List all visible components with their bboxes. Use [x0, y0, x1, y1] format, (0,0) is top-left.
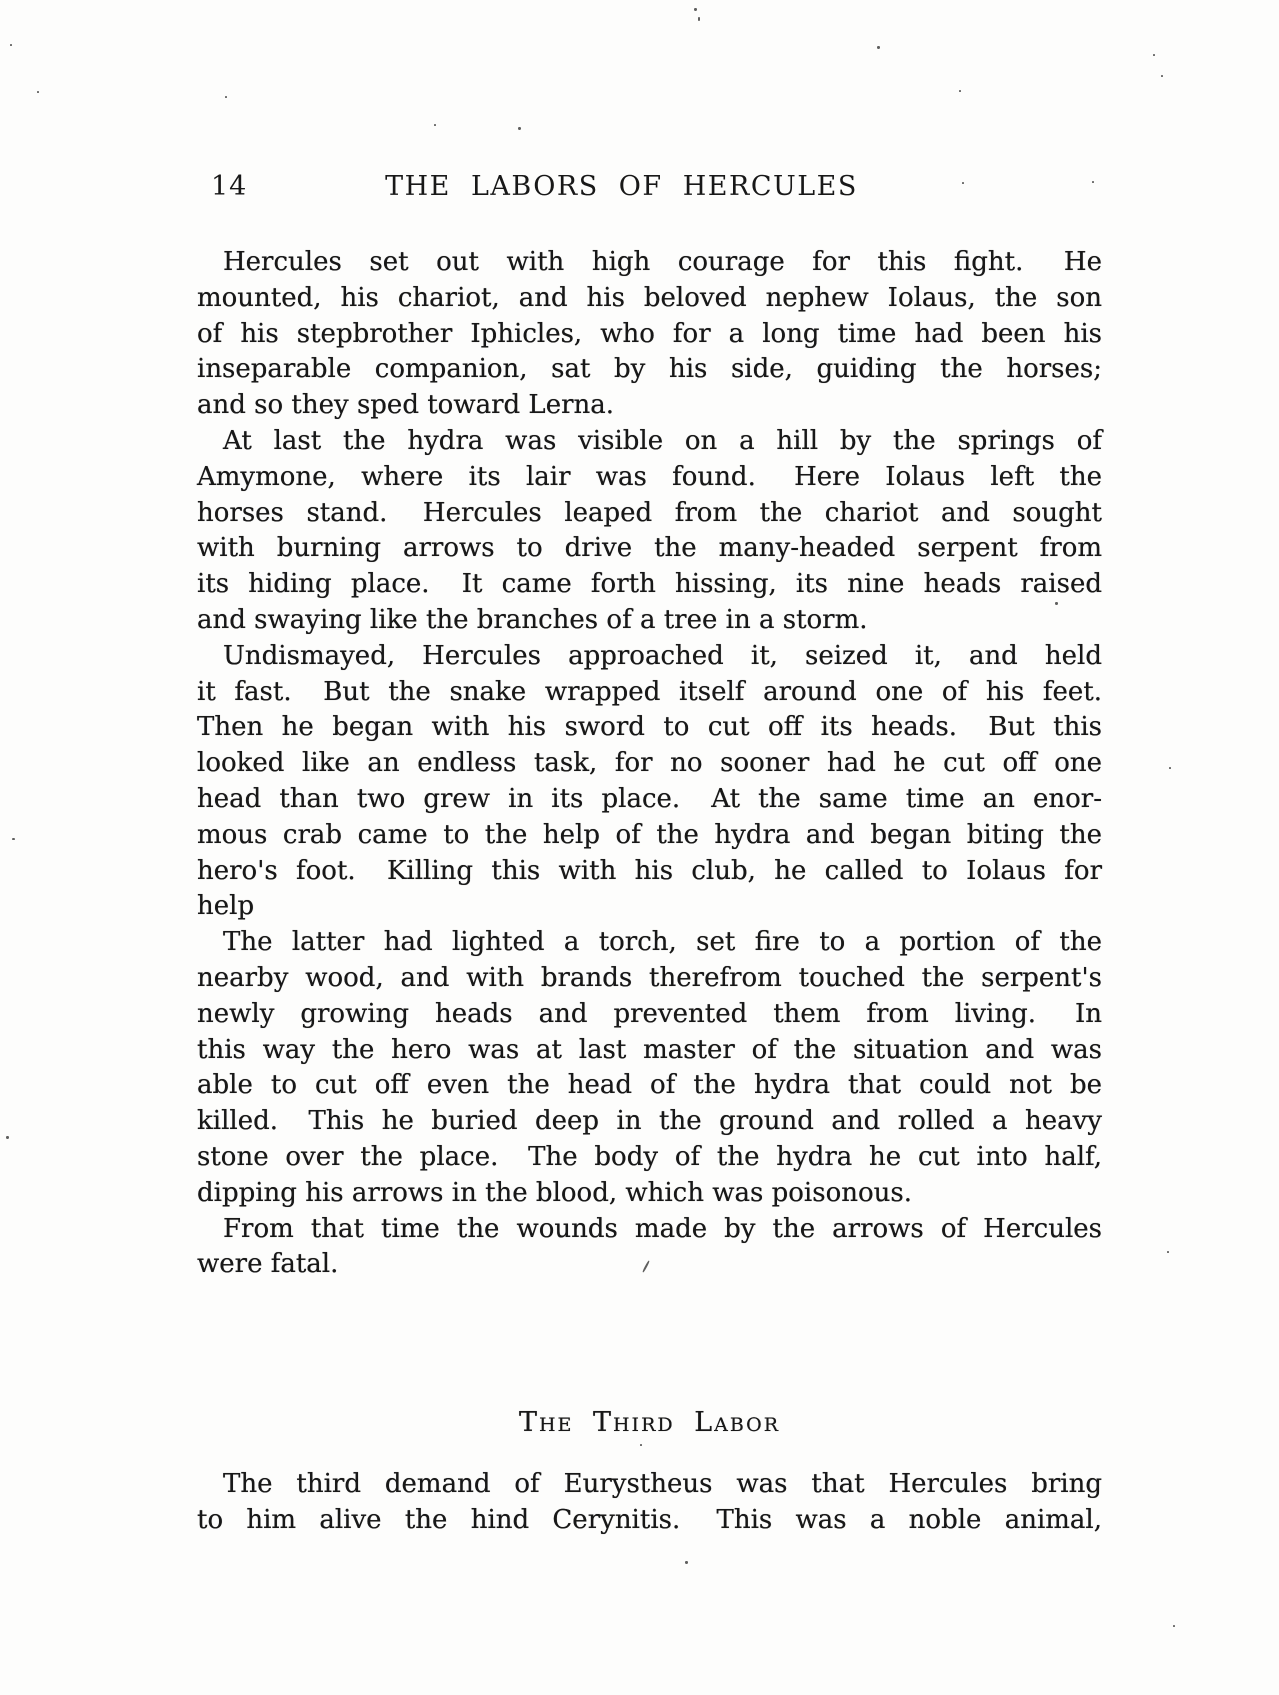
- text-line: this way the hero was at last master of the situation and was: [197, 1034, 1102, 1065]
- page-content: [197, 168, 1102, 1539]
- text-line: mous crab came to the help of the hydra and began biting the: [197, 819, 1102, 850]
- page-body: [197, 245, 1102, 1539]
- text-line: newly growing heads and prevented them from living. In: [197, 998, 1102, 1029]
- text-line: dipping his arrows in the blood, which was poisonous.: [197, 1177, 912, 1208]
- text-line: Amymone, where its lair was found. Here Iolaus left the: [197, 461, 1102, 492]
- paragraph: [197, 1212, 1102, 1284]
- text-line: nearby wood, and with brands therefrom touched the serpent's: [197, 962, 1102, 993]
- scan-speck: [698, 17, 700, 21]
- section-heading: The Third Labor: [518, 1407, 781, 1439]
- scan-speck: [877, 46, 880, 49]
- scan-speck: [10, 44, 12, 46]
- text-line: mounted, his chariot, and his beloved nephew Iolaus, the son: [197, 282, 1102, 313]
- scan-speck: [1173, 1625, 1175, 1627]
- text-line: Hercules set out with high courage for this fight. He: [223, 247, 1102, 277]
- text-line: stone over the place. The body of the hydra he cut into half,: [197, 1141, 1102, 1172]
- scan-speck: [1092, 181, 1094, 183]
- scan-speck: [959, 90, 961, 92]
- text-line: The third demand of Eurystheus was that Hercules bring: [223, 1469, 1102, 1500]
- text-line: From that time the wounds made by the arrows of Hercules: [223, 1213, 1102, 1244]
- scan-speck: [1153, 54, 1155, 56]
- text-line: At last the hydra was visible on a hill by the springs of: [223, 425, 1102, 456]
- text-line: head than two grew in its place. At the same time an enor-: [197, 783, 1102, 814]
- text-line: to him alive the hind Cerynitis. This was a noble animal,: [197, 1504, 1102, 1535]
- running-title: THE LABORS OF HERCULES: [385, 171, 858, 202]
- scan-speck: [685, 1561, 688, 1564]
- scan-speck: [6, 1136, 9, 1139]
- text-line: horses stand. Hercules leaped from the chariot and sought: [197, 497, 1102, 528]
- text-line: looked like an endless task, for no sooner had he cut off one: [197, 748, 1102, 779]
- scan-speck: [1169, 767, 1171, 769]
- scan-speck: [962, 182, 964, 184]
- text-line: with burning arrows to drive the many-headed serpent from: [197, 533, 1102, 564]
- paragraph: [197, 245, 1102, 424]
- scan-speck: [694, 8, 697, 11]
- text-line: and swaying like the branches of a tree in a storm.: [197, 604, 868, 635]
- text-line: inseparable companion, sat by his side, guiding the horses;: [197, 354, 1102, 385]
- scan-speck: [225, 96, 227, 98]
- scan-speck: [518, 127, 521, 130]
- text-line: Then he began with his sword to cut off its heads. But this: [197, 712, 1102, 743]
- text-line: of his stepbrother Iphicles, who for a long time had been his: [197, 318, 1102, 349]
- scan-speck: [37, 91, 39, 93]
- text-line: able to cut off even the head of the hydra that could not be: [197, 1070, 1102, 1101]
- text-line: and so they sped toward Lerna.: [197, 390, 615, 421]
- paragraph: [197, 639, 1102, 925]
- paragraph: [197, 925, 1102, 1211]
- paragraph: [197, 1467, 1102, 1539]
- scan-speck: [1167, 1251, 1169, 1253]
- text-line: The latter had lighted a torch, set fire to a portion of the: [223, 927, 1102, 958]
- text-line: hero's foot. Killing this with his club, he called to Iolaus for: [197, 855, 1102, 886]
- text-line: Undismayed, Hercules approached it, seized it, and held: [223, 640, 1102, 671]
- text-line: its hiding place. It came forth hissing, its nine heads raised: [197, 569, 1102, 600]
- scan-speck: [1055, 602, 1058, 605]
- scan-speck: [640, 1444, 642, 1446]
- scan-speck: [12, 838, 15, 840]
- page-number: 14: [211, 171, 248, 202]
- scan-speck: [434, 124, 436, 126]
- text-line: help: [197, 891, 255, 922]
- text-line: killed. This he buried deep in the ground and rolled a heavy: [197, 1106, 1102, 1137]
- text-line: were fatal.: [197, 1249, 339, 1280]
- scan-speck: [1161, 75, 1163, 77]
- text-line: it fast. But the snake wrapped itself around one of his feet.: [197, 676, 1102, 707]
- page-header: [197, 168, 1102, 206]
- paragraph: [197, 424, 1102, 639]
